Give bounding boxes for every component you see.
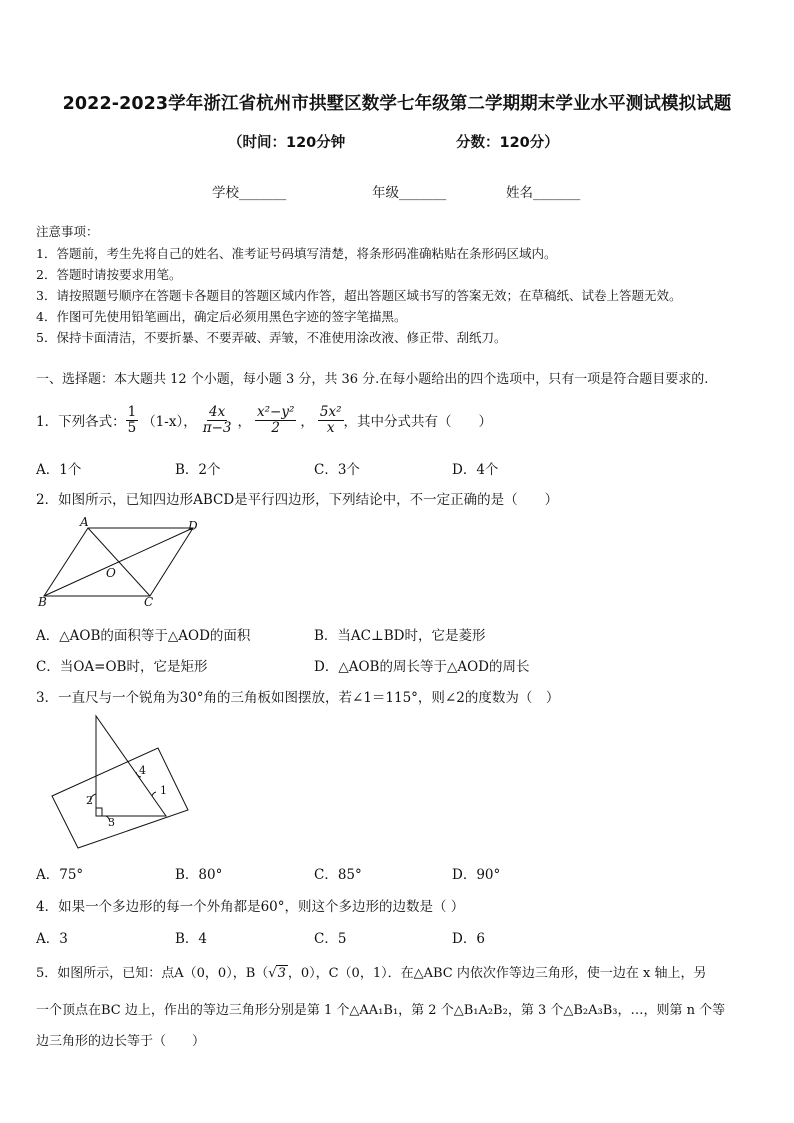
q4-option-c[interactable]: C．5 — [314, 931, 347, 947]
label-d: D — [188, 519, 198, 533]
notice-item: 2．答题时请按要求用笔。 — [36, 267, 182, 282]
q1-f2-den: π−3 — [202, 419, 232, 436]
q1-term-2: （1-x）， — [142, 414, 197, 430]
q1-f2-num: 4x — [208, 403, 226, 420]
q1-fraction-2 — [201, 405, 234, 436]
notice-item: 5．保持卡面清洁，不要折暴、不要弄破、弄皱，不准使用涂改液、修正带、刮纸刀。 — [36, 330, 507, 345]
q2-option-d[interactable]: D．△AOB的周长等于△AOD的周长 — [314, 659, 530, 675]
parallelogram-figure — [36, 514, 206, 610]
q1-fraction-3 — [255, 405, 296, 436]
q1-option-b[interactable]: B．2个 — [175, 462, 221, 478]
notice-item: 4．作图可先使用铅笔画出，确定后必须用黑色字迹的签字笔描黑。 — [36, 309, 407, 324]
question-1: 1．下列各式： $\frac{1}{5}$ （1-x）， $\frac{4x}{\pi-3}$ ， $\frac{\text{x²−y²}}{2}$ ， $\frac{\text{5x²}}{x}$ ，其中分式共有（ ） — [36, 403, 492, 436]
q1-fraction-1 — [126, 405, 139, 436]
q1-f4-den: x — [326, 419, 335, 436]
angle-3-label: 3 — [108, 816, 115, 829]
q2-option-a[interactable]: A．△AOB的面积等于△AOD的面积 — [36, 628, 251, 644]
right-angle-mark — [96, 808, 102, 816]
ruler-triangle-figure — [40, 712, 200, 852]
angle-4-label: 4 — [139, 764, 146, 777]
q4-option-b[interactable]: B．4 — [175, 931, 208, 947]
ruler-outline — [52, 748, 188, 848]
question-4: 4．如果一个多边形的每一个外角都是60°，则这个多边形的边数是（ ） — [36, 899, 465, 915]
q3-option-b[interactable]: B．80° — [175, 867, 223, 883]
label-b: B — [38, 595, 47, 609]
q1-fraction-4 — [318, 405, 344, 436]
exam-time: （时间：120分钟 — [228, 135, 346, 151]
label-o: O — [106, 566, 116, 580]
angle-1-label: 1 — [160, 784, 167, 797]
q1-f3-num: x²−y² — [256, 403, 295, 420]
q1-f1-den: 5 — [127, 419, 137, 436]
question-5-line-3: 边三角形的边长等于（ ） — [36, 1034, 206, 1049]
q1-suffix: ，其中分式共有（ ） — [343, 414, 492, 430]
q5-sqrt: 3 — [277, 966, 286, 981]
q5-text-b: ，0），C（0，1）．在△ABC 内依次作等边三角形，使一边在 x 轴上，另 — [287, 966, 707, 981]
q1-f4-num: 5x² — [319, 403, 342, 420]
q3-option-a[interactable]: A．75° — [36, 867, 84, 883]
label-a: A — [80, 515, 89, 529]
q2-option-b[interactable]: B．当AC⊥BD时，它是菱形 — [314, 628, 486, 644]
question-5-line-2: 一个顶点在BC 边上，作出的等边三角形分别是第 1 个△AA₁B₁，第 2 个△B₁A₂B₂，第 3 个△B₂A₃B₃，…，则第 n 个等 — [36, 1003, 726, 1018]
q1-f1-num: 1 — [127, 403, 137, 420]
section-heading: 一、选择题：本大题共 12 个小题，每小题 3 分，共 36 分.在每小题给出的四个选项中，只有一项是符合题目要求的. — [36, 372, 709, 387]
angle-2-label: 2 — [86, 794, 93, 807]
notice-heading: 注意事项： — [36, 224, 99, 239]
q3-option-c[interactable]: C．85° — [314, 867, 362, 883]
triangle-outline — [96, 716, 166, 816]
q1-option-d[interactable]: D．4个 — [452, 462, 499, 478]
q1-option-a[interactable]: A．1个 — [36, 462, 82, 478]
q5-text-a: 5．如图所示，已知：点A（0，0），B（ — [36, 966, 269, 981]
question-5-line-1: 5．如图所示，已知：点A（0，0），B（√3 ，0），C（0，1）．在△ABC 内依次作等边三角形，使一边在 x 轴上，另 — [36, 966, 707, 981]
q1-prefix: 1．下列各式： — [36, 414, 126, 430]
school-field: 学校_______ — [212, 185, 287, 201]
question-2: 2．如图所示，已知四边形ABCD是平行四边形，下列结论中，不一定正确的是（ ） — [36, 492, 559, 508]
exam-score: 分数：120分） — [456, 135, 559, 151]
name-field: 姓名_______ — [506, 185, 581, 201]
q1-option-c[interactable]: C．3个 — [314, 462, 360, 478]
angle-1-arc — [152, 792, 156, 796]
notice-item: 3．请按照题号顺序在答题卡各题目的答题区域内作答，超出答题区域书写的答案无效；在草稿纸、试卷上答题无效。 — [36, 288, 682, 303]
q2-option-c[interactable]: C．当OA=OB时，它是矩形 — [36, 659, 208, 675]
label-c: C — [144, 595, 154, 609]
grade-field: 年级_______ — [372, 185, 447, 201]
q4-option-a[interactable]: A．3 — [36, 931, 68, 947]
q1-f3-den: 2 — [271, 419, 280, 436]
notice-item: 1．答题前，考生先将自己的姓名、准考证号码填写清楚，将条形码准确粘贴在条形码区域内。 — [36, 246, 557, 261]
question-3: 3．一直尺与一个锐角为30°角的三角板如图摆放，若∠1＝115°，则∠2的度数为（ ） — [36, 690, 560, 706]
page-title: 2022-2023学年浙江省杭州市拱墅区数学七年级第二学期期末学业水平测试模拟试题 — [62, 94, 732, 114]
q4-option-d[interactable]: D．6 — [452, 931, 485, 947]
q3-option-d[interactable]: D．90° — [452, 867, 501, 883]
